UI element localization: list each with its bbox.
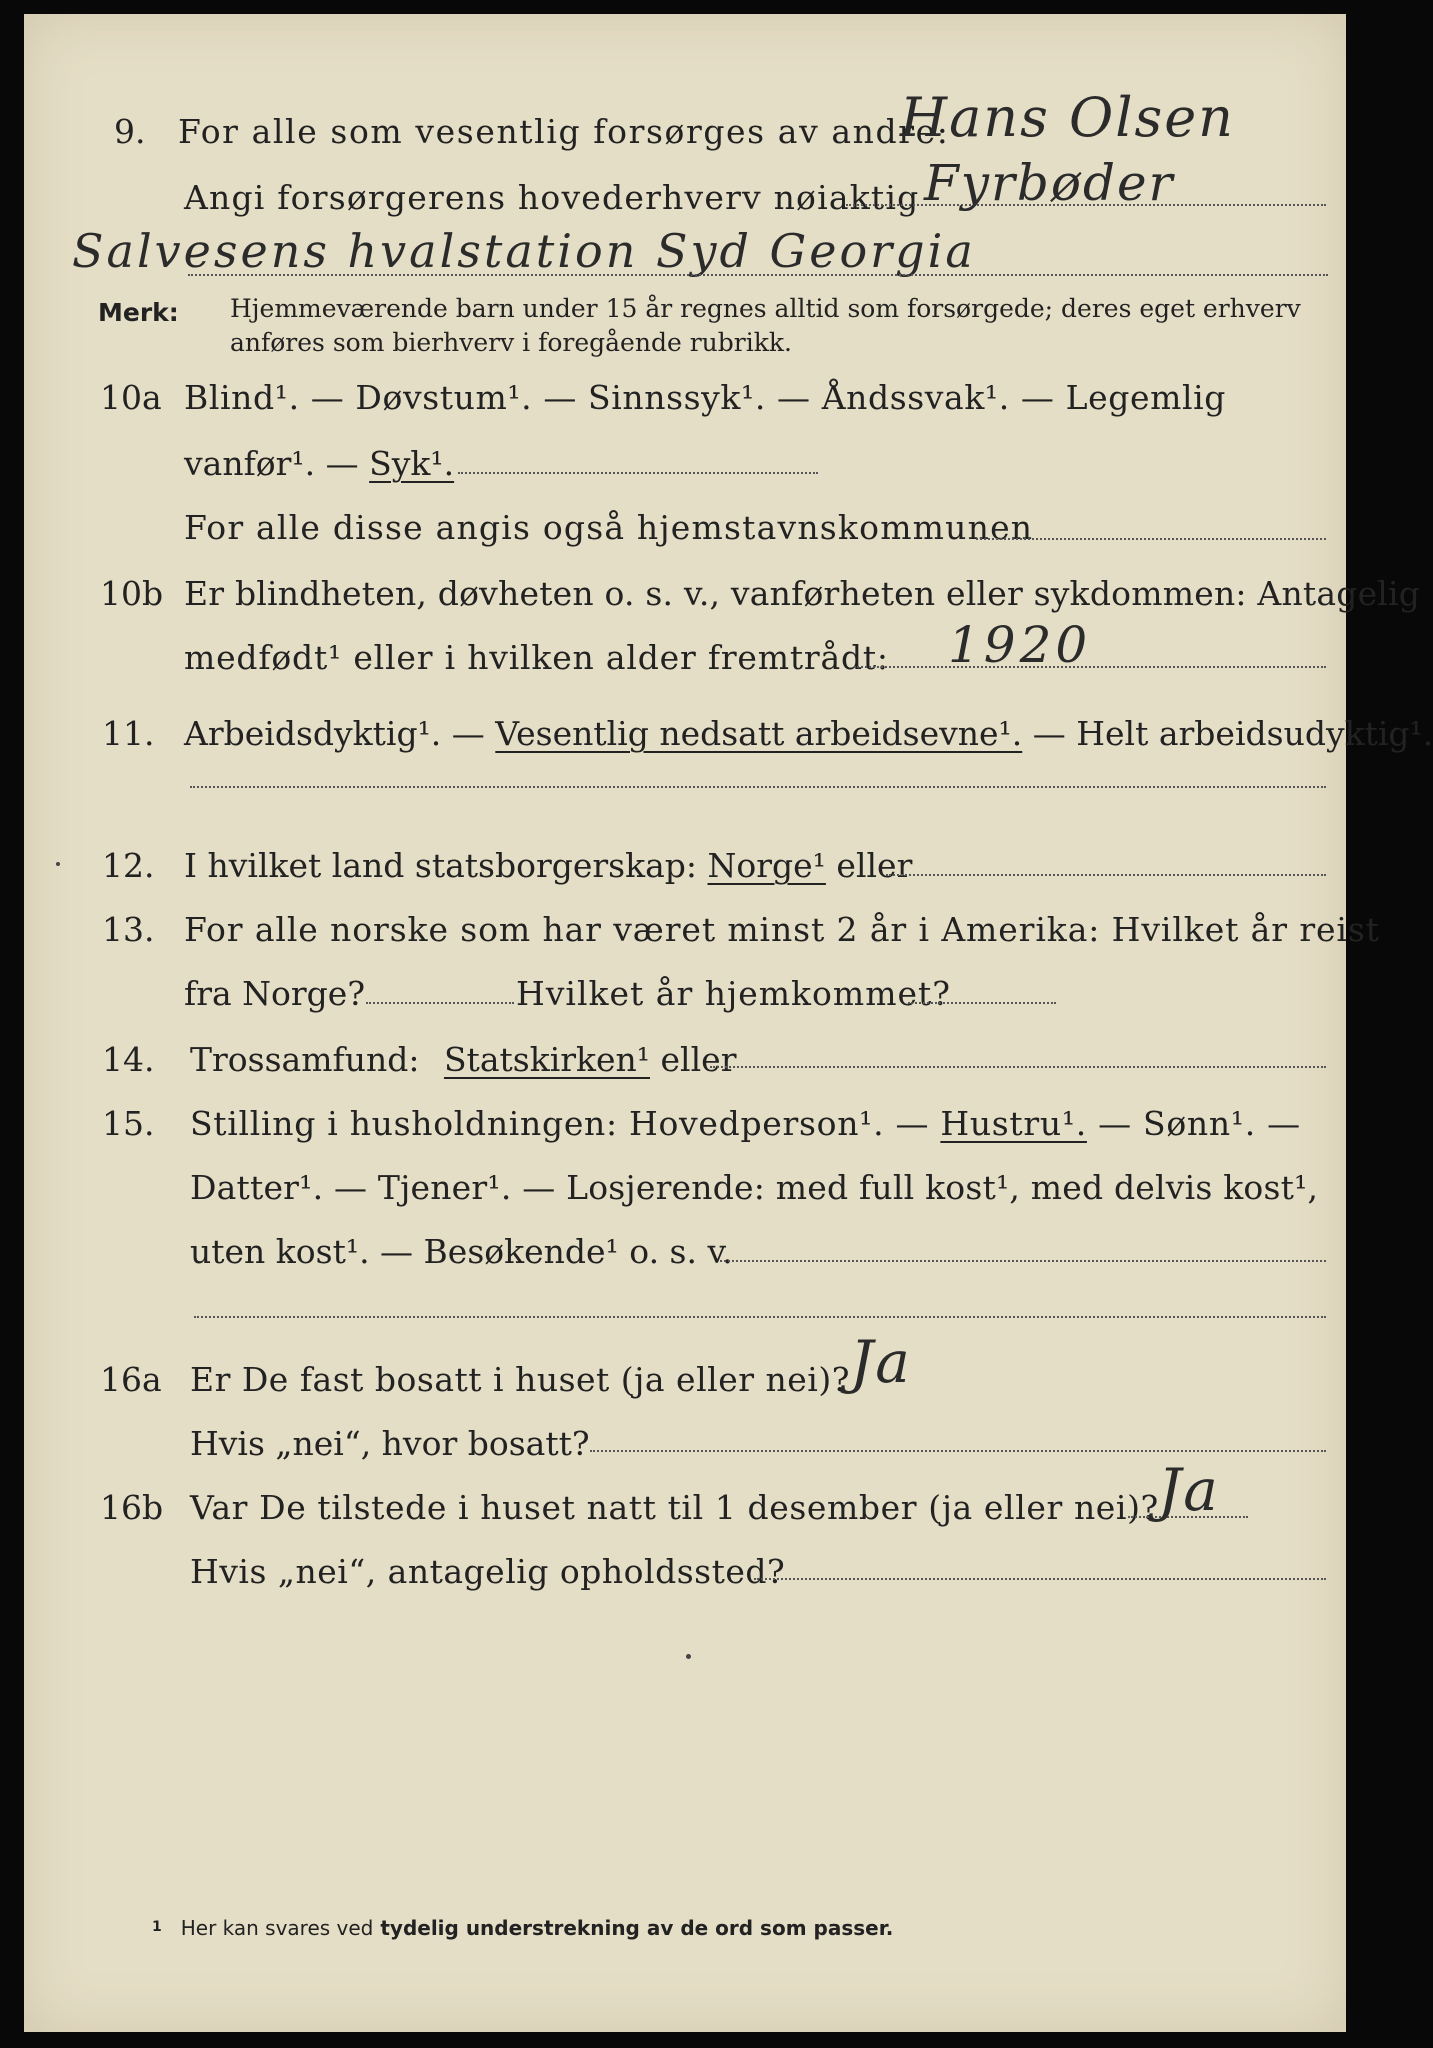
q16a-answer: Ja — [850, 1328, 912, 1396]
ink-speck-margin — [56, 862, 60, 866]
q10b-number: 10b — [100, 574, 164, 613]
q15-hustru-underlined: Hustru¹. — [940, 1104, 1087, 1143]
q9-answer-name: Hans Olsen — [900, 86, 1235, 149]
q12-norge-underlined: Norge¹ — [707, 846, 826, 885]
q15-leader-2 — [194, 1316, 1326, 1318]
q10a-line-2 — [184, 444, 454, 484]
q13-hjem-leader — [908, 1002, 1056, 1004]
q11-line — [184, 714, 1433, 754]
q13-line-2a: fra Norge? — [184, 974, 366, 1013]
q9-question: For alle som vesentlig forsørges av andre: — [178, 112, 950, 151]
q12-suffix: eller — [836, 846, 913, 885]
q15-line-1-suffix: — Sønn¹. — — [1098, 1104, 1301, 1143]
merk-line-2: anføres som bierhverv i foregående rubrikk. — [230, 328, 792, 357]
q16a-number: 16a — [100, 1360, 162, 1399]
q11-number: 11. — [102, 714, 155, 753]
q9-number: 9. — [114, 112, 146, 151]
q14-leader — [710, 1066, 1326, 1068]
q15-line-1 — [190, 1104, 1301, 1144]
q12-prefix: I hvilket land statsborgerskap: — [184, 846, 698, 885]
q12-number: 12. — [102, 846, 155, 885]
footnote-marker: 1 — [152, 1919, 162, 1935]
q15-number: 15. — [102, 1104, 155, 1143]
ink-speck — [686, 1654, 691, 1659]
q10a-vanfor: vanfør¹. — — [184, 444, 359, 483]
q16b-number: 16b — [100, 1488, 164, 1527]
q11-part-2-underlined: Vesentlig nedsatt arbeidsevne¹. — [495, 714, 1023, 753]
q10a-syk-leader — [458, 472, 818, 474]
q11-part-1: Arbeidsdyktig¹. — — [184, 714, 485, 753]
q9-answer-occupation: Fyrbøder — [924, 154, 1175, 212]
q14-number: 14. — [102, 1040, 155, 1079]
q16b-leader-2 — [754, 1578, 1326, 1580]
q11-leader — [190, 786, 1326, 788]
q10a-syk-underlined: Syk¹. — [369, 444, 455, 483]
q9-place-leader — [188, 274, 1328, 276]
census-form-page — [24, 14, 1433, 2032]
footnote-text-b: tydelig understrekning av de ord som passer. — [380, 1916, 894, 1940]
q10b-line-1: Er blindheten, døvheten o. s. v., vanførheten eller sykdommen: Antagelig — [184, 574, 1421, 613]
q10a-line-3: For alle disse angis også hjemstavnskommunen — [184, 508, 1034, 547]
q11-part-3: — Helt arbeidsudyktig¹. — [1032, 714, 1433, 753]
q15-line-2: Datter¹. — Tjener¹. — Losjerende: med full kost¹, med delvis kost¹, — [190, 1168, 1319, 1207]
q12-line — [184, 846, 912, 886]
q15-leader-1 — [720, 1260, 1326, 1262]
q10a-home-leader — [976, 538, 1326, 540]
q14-line — [190, 1040, 736, 1080]
q14-statskirken-underlined: Statskirken¹ — [443, 1040, 651, 1079]
q16a-line-2: Hvis „nei“, hvor bosatt? — [190, 1424, 590, 1463]
q10b-line-2: medfødt¹ eller i hvilken alder fremtrådt: — [184, 638, 889, 677]
q13-line-1: For alle norske som har været minst 2 år i Amerika: Hvilket år reist — [184, 910, 1380, 949]
footnote — [152, 1916, 893, 1940]
q16b-line-2: Hvis „nei“, antagelig opholdssted? — [190, 1552, 786, 1591]
q13-number: 13. — [102, 910, 155, 949]
q15-line-3: uten kost¹. — Besøkende¹ o. s. v. — [190, 1232, 733, 1271]
q9-answer-place: Salvesens hvalstation Syd Georgia — [72, 224, 976, 278]
q14-prefix: Trossamfund: — [190, 1040, 420, 1079]
q10a-line-1: Blind¹. — Døvstum¹. — Sinnssyk¹. — Åndssvak¹. — Legemlig — [184, 378, 1227, 417]
q13-reist-leader — [366, 1002, 514, 1004]
q12-leader — [886, 874, 1326, 876]
q16b-answer: Ja — [1158, 1456, 1220, 1524]
q15-line-1-prefix: Stilling i husholdningen: Hovedperson¹. — — [190, 1104, 930, 1143]
footnote-text-a: Her kan svares ved — [180, 1916, 374, 1940]
q16a-leader — [590, 1450, 1326, 1452]
q13-line-2b: Hvilket år hjemkommet? — [516, 974, 951, 1013]
q9-occupation-question: Angi forsørgerens hovederhverv nøiaktig — [184, 178, 920, 217]
q16b-line-1: Var De tilstede i huset natt til 1 desember (ja eller nei)? — [190, 1488, 1159, 1527]
merk-line-1: Hjemmeværende barn under 15 år regnes alltid som forsørgede; deres eget erhverv — [230, 294, 1301, 323]
q16a-line-1: Er De fast bosatt i huset (ja eller nei)? — [190, 1360, 850, 1399]
q10a-number: 10a — [100, 378, 162, 417]
q14-suffix: eller — [660, 1040, 737, 1079]
merk-label: Merk: — [98, 298, 179, 327]
q10b-answer: 1920 — [948, 616, 1092, 674]
